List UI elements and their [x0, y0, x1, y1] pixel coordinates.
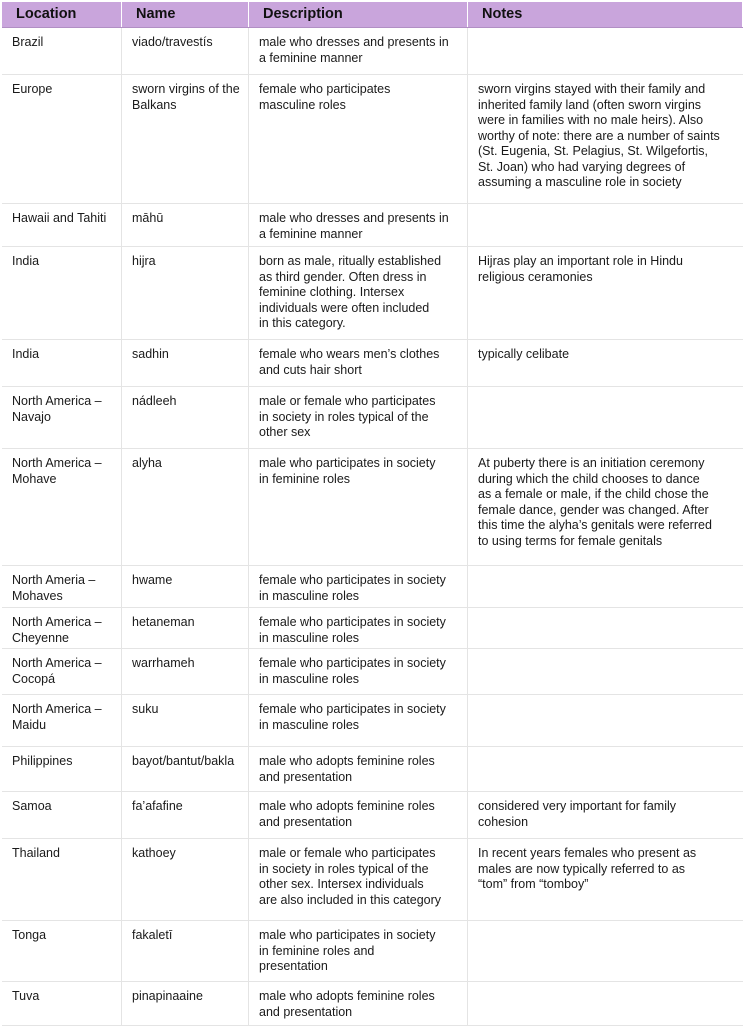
cell-name: fakaletī: [122, 921, 249, 981]
cell-notes: [468, 649, 743, 694]
table-row: [2, 695, 743, 747]
table-row: [2, 839, 743, 921]
table-row: [2, 449, 743, 566]
table-row: [2, 75, 743, 204]
cell-name: sadhin: [122, 340, 249, 386]
cell-description: male who adopts feminine roles and presentation: [249, 747, 468, 791]
cell-name: kathoey: [122, 839, 249, 920]
cell-description: male who participates in society in feminine roles: [249, 449, 468, 565]
table-row: [2, 28, 743, 75]
cell-notes: [468, 608, 743, 648]
table-header-row: [2, 2, 743, 28]
cell-location: India: [2, 340, 122, 386]
cell-location: Samoa: [2, 792, 122, 838]
table-body: [2, 28, 743, 1026]
header-description: Description: [249, 2, 468, 27]
cell-name: fa’afafine: [122, 792, 249, 838]
cell-description: male who dresses and presents in a feminine manner: [249, 204, 468, 246]
cell-name: suku: [122, 695, 249, 746]
cell-location: North America – Cheyenne: [2, 608, 122, 648]
cell-notes: [468, 204, 743, 246]
table-row: [2, 387, 743, 449]
table-row: [2, 204, 743, 247]
cell-description: female who participates in society in masculine roles: [249, 695, 468, 746]
cell-name: viado/travestís: [122, 28, 249, 74]
cell-description: male who participates in society in feminine roles and presentation: [249, 921, 468, 981]
table-row: [2, 566, 743, 608]
cell-location: North America – Maidu: [2, 695, 122, 746]
cell-description: female who participates in society in masculine roles: [249, 566, 468, 607]
cell-location: Tonga: [2, 921, 122, 981]
cell-notes: [468, 566, 743, 607]
table-row: [2, 747, 743, 792]
table-row: [2, 340, 743, 387]
cell-notes: [468, 387, 743, 448]
cell-name: alyha: [122, 449, 249, 565]
cell-description: born as male, ritually established as third gender. Often dress in feminine clothing. Intersex individuals were often included in this category.: [249, 247, 468, 339]
cell-notes: Hijras play an important role in Hindu religious ceramonies: [478, 254, 683, 284]
cell-notes: At puberty there is an initiation ceremony during which the child chooses to dance as a female or male, if the child chose the female dance, gender was changed. After this time the alyha’s genitals were referred to using terms for female genitals: [478, 456, 712, 548]
cell-location: Brazil: [2, 28, 122, 74]
cell-notes: In recent years females who present as males are now typically referred to as “tom” from “tomboy”: [478, 846, 697, 891]
header-notes: Notes: [468, 2, 743, 27]
table-row: [2, 649, 743, 695]
cell-location: Philippines: [2, 747, 122, 791]
cell-notes: [468, 747, 743, 791]
table-row: [2, 921, 743, 982]
cell-name: pinapinaaine: [122, 982, 249, 1025]
cell-location: North America – Cocopá: [2, 649, 122, 694]
cell-name: bayot/bantut/bakla: [122, 747, 249, 791]
cell-notes: [468, 921, 743, 981]
cell-description: male who adopts feminine roles and presentation: [249, 792, 468, 838]
header-name: Name: [122, 2, 249, 27]
cell-location: North America – Mohave: [2, 449, 122, 565]
cell-description: male or female who participates in society in roles typical of the other sex: [249, 387, 468, 448]
cell-description: female who participates in society in masculine roles: [249, 649, 468, 694]
cell-location: Thailand: [2, 839, 122, 920]
cell-name: sworn virgins of the Balkans: [122, 75, 249, 203]
cell-name: hetaneman: [122, 608, 249, 648]
cell-notes: typically celibate: [478, 347, 570, 361]
table-row: [2, 982, 743, 1026]
cell-notes: [468, 982, 743, 1025]
gender-roles-table: [2, 2, 743, 1026]
table-row: [2, 608, 743, 649]
header-location: Location: [2, 2, 122, 27]
cell-name: māhū: [122, 204, 249, 246]
cell-notes: considered very important for family cohesion: [478, 799, 676, 829]
cell-description: male who adopts feminine roles and presentation: [249, 982, 468, 1025]
cell-notes: [468, 695, 743, 746]
cell-name: nádleeh: [122, 387, 249, 448]
cell-notes: sworn virgins stayed with their family and inherited family land (often sworn virgins were in families with no male heirs). Also worthy of note: there are a number of saints (St. Eugenia, St. Pelagius, St. Wilgefortis, St. Joan) who had varying degrees of assuming a masculine role in society: [478, 82, 720, 189]
cell-name: hwame: [122, 566, 249, 607]
cell-location: North America – Navajo: [2, 387, 122, 448]
cell-location: North Ameria – Mohaves: [2, 566, 122, 607]
cell-location: Europe: [2, 75, 122, 203]
cell-description: female who wears men’s clothes and cuts hair short: [249, 340, 468, 386]
cell-description: male or female who participates in society in roles typical of the other sex. Intersex individuals are also included in this category: [249, 839, 468, 920]
cell-location: Tuva: [2, 982, 122, 1025]
table-row: [2, 792, 743, 839]
cell-notes: [468, 28, 743, 74]
cell-location: Hawaii and Tahiti: [2, 204, 122, 246]
cell-description: female who participates in society in masculine roles: [249, 608, 468, 648]
cell-description: female who participates masculine roles: [249, 75, 468, 203]
cell-description: male who dresses and presents in a feminine manner: [249, 28, 468, 74]
table-row: [2, 247, 743, 340]
cell-location: India: [2, 247, 122, 339]
cell-name: hijra: [122, 247, 249, 339]
cell-name: warrhameh: [122, 649, 249, 694]
